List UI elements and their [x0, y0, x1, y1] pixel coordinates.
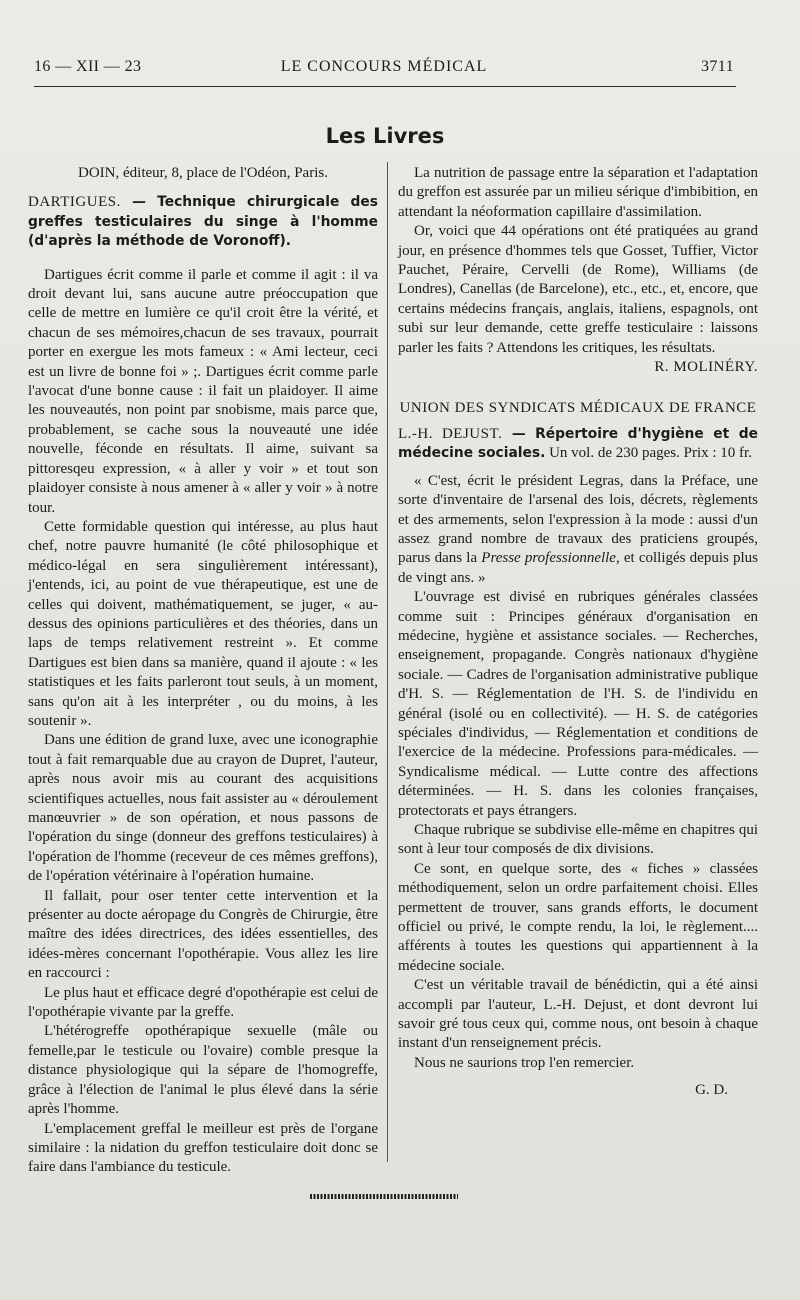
section-title: Les Livres [325, 124, 445, 148]
paragraph: La nutrition de passage entre la séparation et l'adaptation du greffon est assurée par un milieu sérique d'imbibition, en attendant la néoformation capillaire d'assimilation. [398, 165, 758, 220]
quote-text: « C'est, écrit le président Legras, dans la Préface, une sorte d'inventaire de l'arsenal des lois, décrets, règlements et des armements, selon l'expression à la mode : aussi d'un assez grand nombre de travaux des praticiens groupés, parus dans la [398, 472, 758, 567]
signature: R. MOLINÉRY. [654, 359, 758, 376]
paragraph: Nous ne saurions trop l'en remercier. [414, 1054, 635, 1071]
paragraph: L'ouvrage est divisé en rubriques générales classées comme suit : Principes généraux d'organisation en médecine, hygiène et assistance sociales. — Recherches, enseignement, propagande. Congrès nationaux d'hygiène sociale. — Cadres de l'organisation administrative publique d'H. S. — Réglementation de l'H. S. de l'individu en général (isolé ou en collectivité). — H. S. de catégories spéciales d'individus, — Réglementation et conditions de l'exercice de la médecine. Professions para-médicales. — Syndicalisme médical. — Lutte contre des affections déterminées. — H. S. dans les colonies françaises, protectorats et pays étrangers. [398, 589, 758, 819]
journal-title: LE CONCOURS MÉDICAL [280, 58, 488, 75]
union-heading: UNION DES SYNDICATS MÉDICAUX DE FRANCE [399, 400, 757, 417]
quote-italic: Presse professionnelle [481, 550, 616, 567]
review-title: — Technique chirurgicale des greffes testiculaires du singe à l'homme (d'après la méthode de Voronoff). [28, 194, 378, 250]
review-heading [398, 425, 758, 464]
signature: G. D. [695, 1082, 728, 1099]
quote-text: , et colligés depuis plus de vingt ans. » [398, 550, 758, 586]
issue-date: 16 — XII — 23 [34, 58, 142, 75]
review-details: Un vol. de 230 pages. Prix : 10 fr. [545, 445, 752, 462]
right-column [398, 164, 758, 1101]
header-rule [34, 86, 736, 87]
review-author: DARTIGUES. [28, 194, 121, 211]
paragraph: Ce sont, en quelque sorte, des « fiches » classées méthodiquement, selon un ordre parfaitement choisi. Elles permettent de trouver, sans grands efforts, le document officiel ou privé, le compte rendu, la loi, le règlement.... afférents à toutes les questions qui appartiennent à la médecine sociale. [398, 860, 758, 974]
review-author: L.-H. DEJUST. [398, 425, 503, 442]
paragraph: Or, voici que 44 opérations ont été pratiquées au grand jour, en présence d'hommes tels que Gosset, Tuffier, Victor Pauchet, Péraire, Cervelli (de Rome), Williams (de Londres), Canellas (de Barcelone), etc., etc., et, encore, que certains médecins français, anglais, italiens, espagnols, ont subi sur leur demande, cette greffe testiculaire : laissons parler les faits ? Attendons les critiques, les résultats. [398, 223, 758, 356]
column-divider [387, 162, 388, 1162]
paragraph: Dartigues écrit comme il parle et comme il agit : il va droit devant lui, sans aucune autre préoccupation que celle de mettre en lumière ce qu'il croit être la vérité, et chacun de ses mémoires,chacun de ses travaux, pourrait porter en exergue les mots fameux : « Ami lecteur, ceci est un livre de bonne foi » ;. Dartigues écrit comme parle l'avocat d'une bonne cause : il fait un plaidoyer. Il aime les nouveautés, non point par snobisme, mais parce que, probablement, se cache sous la nouveauté une idée nouvelle, féconde en résultats. Il aime, suivant sa pittoresqeu expression, « à aller y voir » et tout son plaidoyer consiste à nous amener à « aller y voir » à notre tour. [28, 266, 378, 516]
publisher-line: DOIN, éditeur, 8, place de l'Odéon, Paris. [78, 165, 328, 181]
review-heading [28, 193, 378, 251]
left-column [28, 164, 378, 1178]
paragraph: L'hétérogreffe opothérapique sexuelle (mâle ou femelle,par le testicule ou l'ovaire) comble presque la distance physiologique qui la sépare de l'homogreffe, grâce à l'élection de l'animal le plus élevé dans la série après l'homme. [28, 1023, 378, 1118]
running-head [34, 58, 734, 80]
paragraph: Le plus haut et efficace degré d'opothérapie est celui de l'opothérapie vivante par la greffe. [28, 984, 378, 1021]
page-number: 3711 [700, 58, 734, 75]
quote-paragraph [398, 472, 758, 588]
review-title: — Répertoire d'hygiène et de médecine sociales. [398, 425, 758, 462]
ornamental-rule [310, 1194, 458, 1199]
paragraph: Dans une édition de grand luxe, avec une iconographie tout à fait remarquable due au crayon de Dupret, l'auteur, après nous avoir mis au courant des acquisitions scientifiques actuelles, nous fait assister au « déroulement manœuvrier » de son opération, et nous passons de l'opération du singe (donneur des greffons testiculaires) à l'opération de l'homme (receveur de ces mêmes greffons), de l'opération vétérinaire à l'opération humaine. [28, 732, 378, 885]
paragraph: Cette formidable question qui intéresse, au plus haut chef, notre pauvre humanité (le côté philosophique et médico-légal en sera singulièrement intéressant), j'entends, ici, au point de vue thérapeutique, est une de celles qui doivent, mathématiquement, se juger, « au-dessus des opinions particulières et des théories, dans un laps de temps relativement restreint ». Et comme Dartigues est bien dans sa manière, quand il ajoute : « les statistiques et les faits parleront tout seuls, à un moment, sans qu'on ait à les interpréter , ou du moins, à les soutenir ». [28, 518, 378, 729]
paragraph: Il fallait, pour oser tenter cette intervention et la présenter au docte aéropage du Congrès de Chirurgie, être maître des idées directrices, des idées essentielles, des idées-mères concernant l'opothérapie. Vous allez les lire en raccourci : [28, 887, 378, 982]
paragraph: C'est un véritable travail de bénédictin, qui a été ainsi accompli par l'auteur, L.-H. Dejust, et dont devront lui savoir gré tous ceux qui, comme nous, ont besoin à chaque instant d'un renseignement précis. [398, 977, 758, 1052]
paragraph: L'emplacement greffal le meilleur est près de l'organe similaire : la nidation du greffon testiculaire doit donc se faire dans l'ambiance du testicule. [28, 1120, 378, 1176]
paragraph: Chaque rubrique se subdivise elle-même en chapitres qui sont à leur tour composés de dix divisions. [398, 822, 758, 858]
